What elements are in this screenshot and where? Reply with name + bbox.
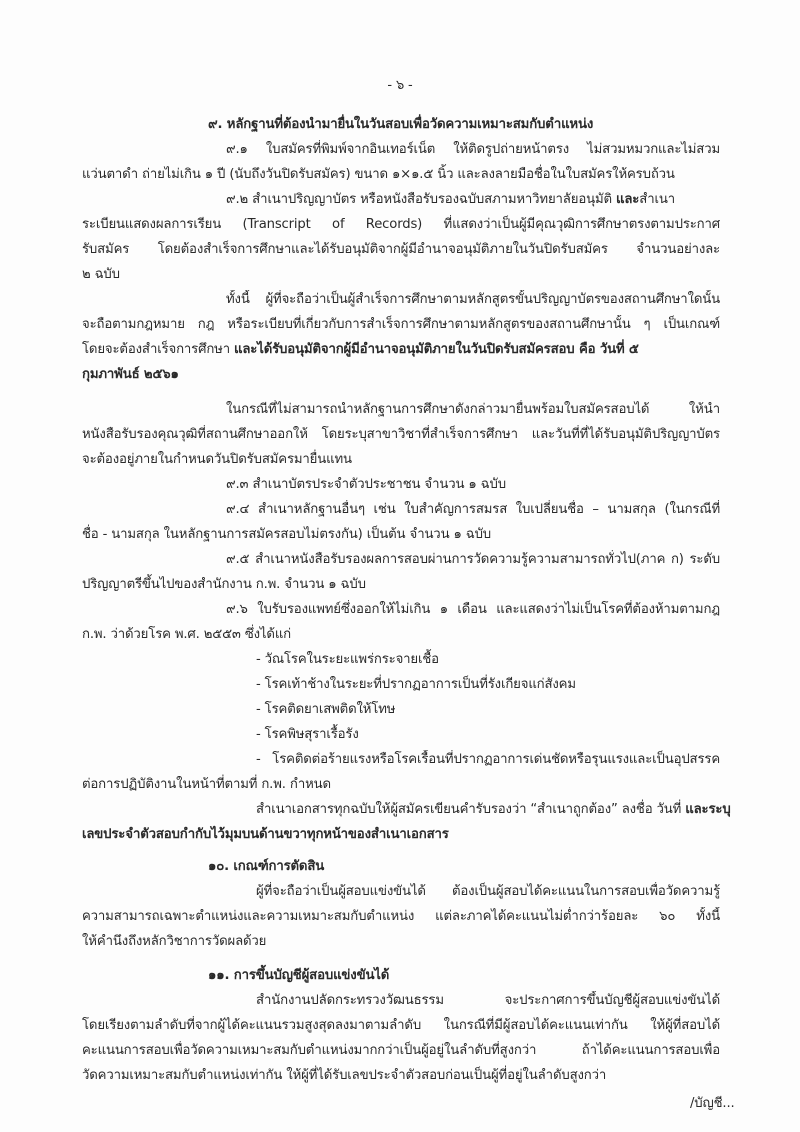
note1-line-2: จะถือตามกฎหมาย กฎ หรือระเบียบที่เกี่ยวกับการสำเร็จการศึกษาตามหลักสูตรของสถานศึกษานั้น ๆ เป็นเกณฑ์ <box>82 317 720 332</box>
disease-item: - โรคพิษสุราเรื้อรัง <box>256 727 359 742</box>
disease-item: - โรคเท้าช้างในระยะที่ปรากฏอาการเป็นที่รังเกียจแก่สังคม <box>256 677 576 692</box>
disease-item: - วัณโรคในระยะแพร่กระจายเชื้อ <box>256 652 439 667</box>
item-9-1-line-1: ๙.๑ ใบสมัครที่พิมพ์จากอินเทอร์เน็ต ให้ติดรูปถ่ายหน้าตรง ไม่สวมหมวกและไม่สวม <box>226 142 720 157</box>
item-9-4-line-2: ชื่อ - นามสกุล ในหลักฐานการสมัครสอบไม่ตรงกัน) เป็นต้น จำนวน ๑ ฉบับ <box>82 527 492 542</box>
disease-item: - โรคติดยาเสพติดให้โทษ <box>256 702 396 717</box>
section-11-line-1: สำนักงานปลัดกระทรวงวัฒนธรรม จะประกาศการขึ้นบัญชีผู้สอบแข่งขันได้ <box>256 993 720 1008</box>
item-9-3: ๙.๓ สำเนาบัตรประจำตัวประชาชน จำนวน ๑ ฉบับ <box>226 477 506 492</box>
section-9-heading: ๙. หลักฐานที่ต้องนำมายื่นในวันสอบเพื่อวัดความเหมาะสมกับตำแหน่ง <box>208 117 594 132</box>
note1-line-3: โดยจะต้องสำเร็จการศึกษา และได้รับอนุมัติจากผู้มีอำนาจอนุมัติภายในวันปิดรับสมัครสอบ คือ วันที่ ๕ <box>82 342 639 357</box>
item-9-6-line-1: ๙.๖ ใบรับรองแพทย์ซึ่งออกให้ไม่เกิน ๑ เดือน และแสดงว่าไม่เป็นโรคที่ต้องห้ามตามกฎ <box>226 602 720 617</box>
item-9-2-line-2: ระเบียนแสดงผลการเรียน (Transcript of Records) ที่แสดงว่าเป็นผู้มีคุณวุฒิการศึกษาตรงตามประกาศ <box>82 217 720 232</box>
note1-line-4: กุมภาพันธ์ ๒๕๖๑ <box>82 367 179 382</box>
item-9-2-line-3: รับสมัคร โดยต้องสำเร็จการศึกษาและได้รับอนุมัติจากผู้มีอำนาจอนุมัติภายในวันปิดรับสมัคร จำนวนอย่างละ <box>82 242 720 257</box>
section-11-heading: ๑๑. การขึ้นบัญชีผู้สอบแข่งขันได้ <box>208 968 390 983</box>
section-10-line-1: ผู้ที่จะถือว่าเป็นผู้สอบแข่งขันได้ ต้องเป็นผู้สอบได้คะแนนในการสอบเพื่อวัดความรู้ <box>256 884 720 899</box>
section-11-line-4: วัดความเหมาะสมกับตำแหน่งเท่ากัน ให้ผู้ที่ได้รับเลขประจำตัวสอบก่อนเป็นผู้ที่อยู่ในลำดับสูงกว่า <box>82 1068 607 1083</box>
item-9-2-line-1: ๙.๒ สำเนาปริญญาบัตร หรือหนังสือรับรองฉบับสภามหาวิทยาลัยอนุมัติ และสำเนา <box>226 192 675 207</box>
note2-line-1: ในกรณีที่ไม่สามารถนำหลักฐานการศึกษาดังกล่าวมายื่นพร้อมใบสมัครสอบได้ ให้นำ <box>226 402 720 417</box>
certify-line-2: เลขประจำตัวสอบกำกับไว้มุมบนด้านขวาทุกหน้าของสำเนาเอกสาร <box>82 827 449 842</box>
item-9-5-line-2: ปริญญาตรีขึ้นไปของสำนักงาน ก.พ. จำนวน ๑ ฉบับ <box>82 577 366 592</box>
section-11-line-2: โดยเรียงตามลำดับที่จากผู้ได้คะแนนรวมสูงสุดลงมาตามลำดับ ในกรณีที่มีผู้สอบได้คะแนนเท่ากัน ให้ผู้ที่สอบได้ <box>82 1018 720 1033</box>
section-10-line-3: ให้คำนึงถึงหลักวิชาการวัดผลด้วย <box>82 934 267 949</box>
note2-line-2: หนังสือรับรองคุณวุฒิที่สถานศึกษาออกให้ โดยระบุสาขาวิชาที่สำเร็จการศึกษา และวันที่ที่ได้รับอนุมัติปริญญาบัตร <box>82 427 720 442</box>
note2-line-3: จะต้องอยู่ภายในกำหนดวันปิดรับสมัครมายื่นแทน <box>82 452 352 467</box>
item-9-1-line-2: แว่นตาดำ ถ่ายไม่เกิน ๑ ปี (นับถึงวันปิดรับสมัคร) ขนาด ๑×๑.๕ นิ้ว และลงลายมือชื่อในใบสมัครให้ครบถ้วน <box>82 167 675 182</box>
note1-line-1: ทั้งนี้ ผู้ที่จะถือว่าเป็นผู้สำเร็จการศึกษาตามหลักสูตรขั้นปริญญาบัตรของสถานศึกษาใดนั้น <box>226 292 720 307</box>
certify-line-1: สำเนาเอกสารทุกฉบับให้ผู้สมัครเขียนคำรับรองว่า “สำเนาถูกต้อง” ลงชื่อ วันที่ และระบุ <box>256 802 731 817</box>
section-11-line-3: คะแนนการสอบเพื่อวัดความเหมาะสมกับตำแหน่งมากกว่าเป็นผู้อยู่ในลำดับที่สูงกว่า ถ้าได้คะแนนการสอบเพื่อ <box>82 1043 720 1058</box>
disease-continuation: ต่อการปฏิบัติงานในหน้าที่ตามที่ ก.พ. กำหนด <box>82 777 331 792</box>
section-10-heading: ๑๐. เกณฑ์การตัดสิน <box>208 859 325 874</box>
page-number: - ๖ - <box>387 78 413 93</box>
item-9-5-line-1: ๙.๕ สำเนาหนังสือรับรองผลการสอบผ่านการวัดความรู้ความสามารถทั่วไป(ภาค ก) ระดับ <box>226 552 720 567</box>
continuation-marker: /บัญชี... <box>690 1096 735 1111</box>
section-10-line-2: ความสามารถเฉพาะตำแหน่งและความเหมาะสมกับตำแหน่ง แต่ละภาคได้คะแนนไม่ต่ำกว่าร้อยละ ๖๐ ทั้งนี้ <box>82 909 720 924</box>
item-9-4-line-1: ๙.๔ สำเนาหลักฐานอื่นๆ เช่น ใบสำคัญการสมรส ใบเปลี่ยนชื่อ – นามสกุล (ในกรณีที่ <box>226 502 720 517</box>
item-9-6-line-2: ก.พ. ว่าด้วยโรค พ.ศ. ๒๕๕๓ ซึ่งได้แก่ <box>82 627 292 642</box>
disease-item: - โรคติดต่อร้ายแรงหรือโรคเรื้อนที่ปรากฏอาการเด่นชัดหรือรุนแรงและเป็นอุปสรรค <box>256 752 720 767</box>
item-9-2-line-4: ๒ ฉบับ <box>82 267 120 282</box>
